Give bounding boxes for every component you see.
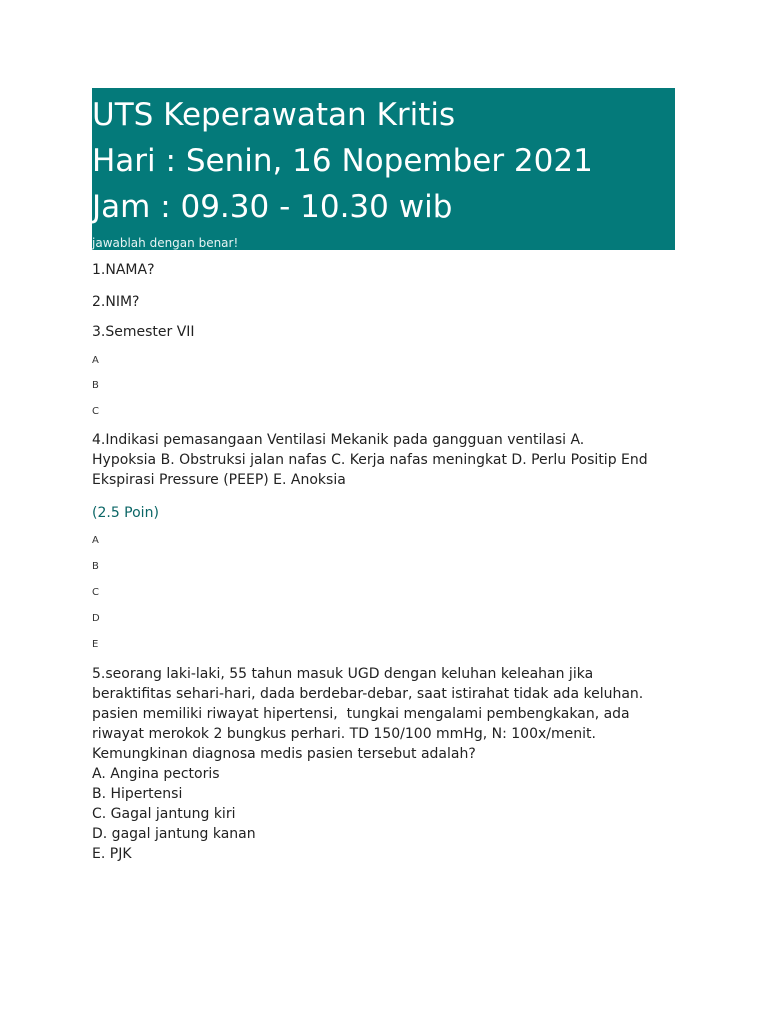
q4-option-b: B bbox=[92, 561, 99, 572]
question-3: 3.Semester VII bbox=[92, 324, 195, 340]
header-banner bbox=[92, 88, 675, 250]
q5-line: pasien memiliki riwayat hipertensi, tungkai mengalami pembengkakan, ada bbox=[92, 706, 630, 722]
exam-time: Jam : 09.30 - 10.30 wib bbox=[92, 189, 453, 225]
q5-line: riwayat merokok 2 bungkus perhari. TD 150/100 mmHg, N: 100x/menit. bbox=[92, 726, 596, 742]
question-2: 2.NIM? bbox=[92, 294, 140, 310]
exam-title: UTS Keperawatan Kritis bbox=[92, 97, 456, 133]
q4-option-c: C bbox=[92, 587, 99, 598]
exam-day: Hari : Senin, 16 Nopember 2021 bbox=[92, 143, 593, 179]
question-1: 1.NAMA? bbox=[92, 262, 155, 278]
q5-option-a: A. Angina pectoris bbox=[92, 766, 220, 782]
q5-option-d: D. gagal jantung kanan bbox=[92, 826, 256, 842]
q5-line: beraktifitas sehari-hari, dada berdebar-debar, saat istirahat tidak ada keluhan. bbox=[92, 686, 644, 702]
q3-option-a: A bbox=[92, 355, 99, 366]
q4-points: (2.5 Poin) bbox=[92, 505, 159, 521]
q5-line: Kemungkinan diagnosa medis pasien tersebut adalah? bbox=[92, 746, 476, 762]
q4-option-a: A bbox=[92, 535, 99, 546]
q5-line: 5.seorang laki-laki, 55 tahun masuk UGD dengan keluhan keleahan jika bbox=[92, 666, 594, 682]
question-4: 4.Indikasi pemasangaan Ventilasi Mekanik pada gangguan ventilasi A. Hypoksia B. Obstruksi jalan nafas C. Kerja nafas meningkat D. Perlu Positip End Ekspirasi Pressure (PEEP) E. Anoksia bbox=[92, 432, 648, 488]
q3-option-b: B bbox=[92, 380, 99, 391]
q5-option-c: C. Gagal jantung kiri bbox=[92, 806, 236, 822]
q3-option-c: C bbox=[92, 406, 99, 417]
question-5 bbox=[92, 664, 692, 864]
q4-option-e: E bbox=[92, 639, 99, 650]
q5-option-b: B. Hipertensi bbox=[92, 786, 183, 802]
q4-option-d: D bbox=[92, 613, 100, 624]
exam-instruction: jawablah dengan benar! bbox=[92, 236, 239, 250]
q5-option-e: E. PJK bbox=[92, 846, 132, 862]
